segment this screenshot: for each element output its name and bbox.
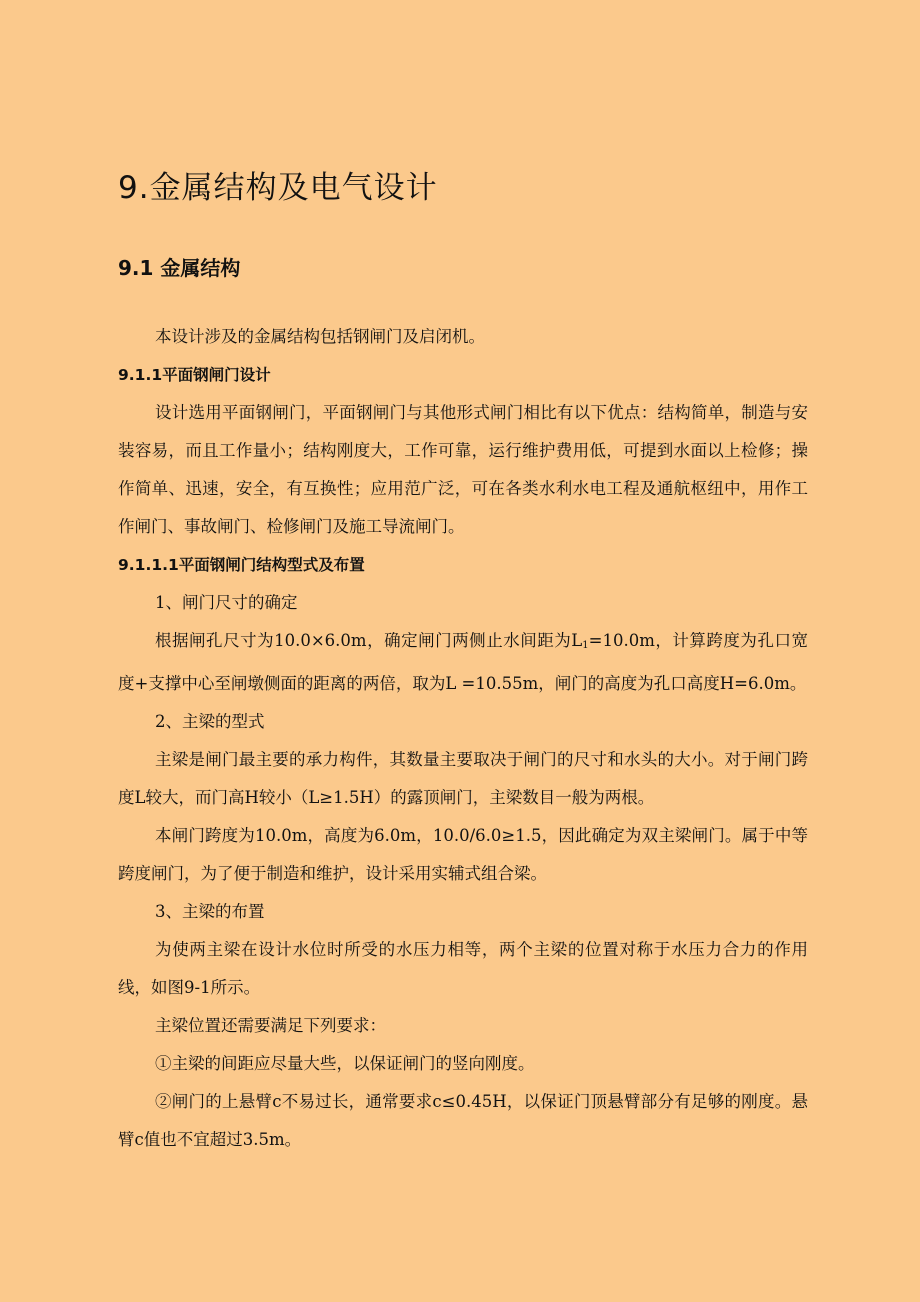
item1-text-a: 根据闸孔尺寸为10.0×6.0m，确定闸门两侧止水间距为L <box>155 631 583 650</box>
item2-title: 2、主梁的型式 <box>155 712 265 731</box>
chapter-title: 9.金属结构及电气设计 <box>118 170 438 206</box>
subsubsection-heading: 9.1.1.1平面钢闸门结构型式及布置 <box>118 556 365 574</box>
item3-title: 3、主梁的布置 <box>155 902 265 921</box>
item1-text-b: =10.0m，计算跨度为孔口宽度+支撑中心至闸墩侧面的距离的两倍，取为L =10.55m，闸门的高度为孔口高度H=6.0m。 <box>118 631 808 693</box>
item1-subscript: 1 <box>582 640 589 651</box>
item2-paragraph-2: 本闸门跨度为10.0m，高度为6.0m，10.0/6.0≥1.5，因此确定为双主梁闸门。属于中等跨度闸门，为了便于制造和维护，设计采用实辅式组合梁。 <box>118 826 808 883</box>
item3-paragraph-1: 为使两主梁在设计水位时所受的水压力相等，两个主梁的位置对称于水压力合力的作用线，如图9-1所示。 <box>118 940 808 997</box>
item1-title: 1、闸门尺寸的确定 <box>155 593 298 612</box>
requirement-2: ②闸门的上悬臂c不易过长，通常要求c≤0.45H，以保证门顶悬臂部分有足够的刚度。悬臂c值也不宜超过3.5m。 <box>118 1092 808 1149</box>
advantages-paragraph: 设计选用平面钢闸门，平面钢闸门与其他形式闸门相比有以下优点：结构简单，制造与安装容易，而且工作量小；结构刚度大，工作可靠，运行维护费用低，可提到水面以上检修；操作简单、迅速，安全，有互换性；应用范广泛，可在各类水利水电工程及通航枢纽中，用作工作闸门、事故闸门、检修闸门及施工导流闸门。 <box>118 403 808 536</box>
item2-paragraph-1: 主梁是闸门最主要的承力构件，其数量主要取决于闸门的尺寸和水头的大小。对于闸门跨度L较大，而门高H较小（L≥1.5H）的露顶闸门，主梁数目一般为两根。 <box>118 750 808 807</box>
document-body <box>118 318 808 1159</box>
item3-paragraph-2: 主梁位置还需要满足下列要求： <box>155 1016 386 1035</box>
section-heading: 9.1 金属结构 <box>118 256 241 280</box>
subsection-heading: 9.1.1平面钢闸门设计 <box>118 366 271 384</box>
intro-paragraph: 本设计涉及的金属结构包括钢闸门及启闭机。 <box>155 327 485 346</box>
requirement-1: ①主梁的间距应尽量大些，以保证闸门的竖向刚度。 <box>155 1054 535 1073</box>
item1-paragraph <box>118 622 808 703</box>
